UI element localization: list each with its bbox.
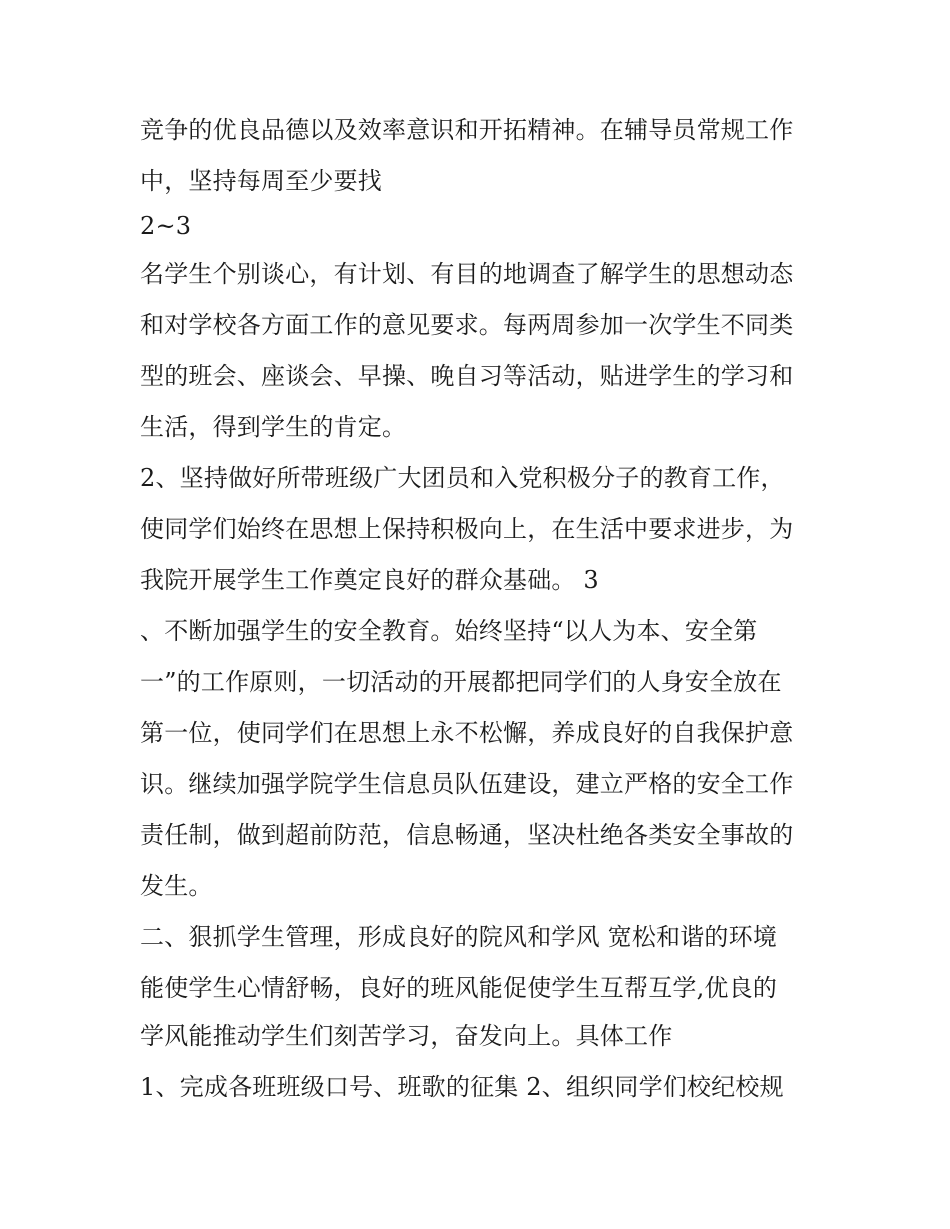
text-line: 识。继续加强学院学生信息员队伍建设，建立严格的安全工作 [140,770,794,798]
text-line: 责任制，做到超前防范，信息畅通，坚决杜绝各类安全事故的 [140,821,794,849]
text-line: 我院开展学生工作奠定良好的群众基础。 3 [140,566,599,594]
text-line: 2、坚持做好所带班级广大团员和入党积极分子的教育工作， [140,464,785,492]
text-line: 生活，得到学生的肯定。 [140,413,407,441]
text-line: 1、完成各班班级口号、班歌的征集 2、组织同学们校纪校规 [140,1073,784,1101]
text-line: 一”的工作原则，一切活动的开展都把同学们的人身安全放在 [140,668,782,696]
text-line: 二、狠抓学生管理，形成良好的院风和学风 宽松和谐的环境 [140,923,778,951]
text-line: 、不断加强学生的安全教育。始终坚持“以人为本、安全第 [140,617,758,645]
text-line: 名学生个别谈心，有计划、有目的地调查了解学生的思想动态 [140,260,794,288]
text-line: 使同学们始终在思想上保持积极向上，在生活中要求进步，为 [140,515,794,543]
text-line: 型的班会、座谈会、早操、晚自习等活动，贴进学生的学习和 [140,362,794,390]
text-line: 学风能推动学生们刻苦学习，奋发向上。具体工作 [140,1022,673,1050]
text-line: 和对学校各方面工作的意见要求。每两周参加一次学生不同类 [140,311,794,339]
text-line: 第一位，使同学们在思想上永不松懈，养成良好的自我保护意 [140,719,794,747]
text-line: 发生。 [140,872,213,900]
text-line: 竞争的优良品德以及效率意识和开拓精神。在辅导员常规工作 [140,116,794,144]
text-line: 能使学生心情舒畅，良好的班风能促使学生互帮互学,优良的 [140,974,778,1002]
text-line: 中，坚持每周至少要找 [140,167,382,195]
text-line: 2~3 [140,212,192,240]
